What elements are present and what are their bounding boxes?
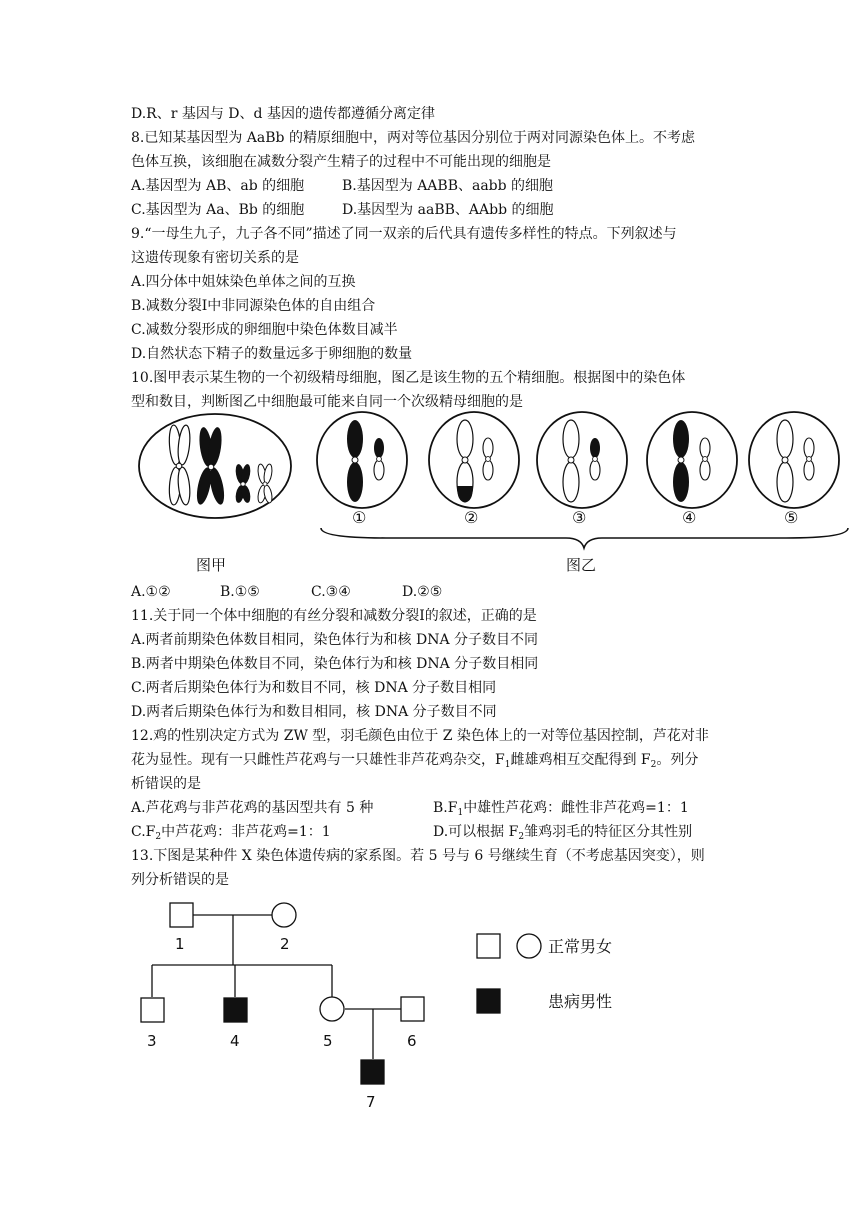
q10-option-c: C.③④ bbox=[311, 584, 351, 600]
q8-option-c: C.基因型为 Aa、Bb 的细胞 bbox=[131, 202, 305, 218]
q13-stem-line2: 列分析错误的是 bbox=[131, 872, 229, 888]
fig-jia-label: 图甲 bbox=[196, 556, 227, 574]
subscript-2: 2 bbox=[650, 760, 657, 770]
fig-yi-cell-1 bbox=[317, 412, 407, 508]
q8-option-d: D.基因型为 aaBB、AAbb 的细胞 bbox=[342, 202, 554, 218]
q8-stem-line1: 8.已知某基因型为 AaBb 的精原细胞中，两对等位基因分别位于两对同源染色体上。不考虑 bbox=[131, 130, 695, 146]
legend-affected-male-symbol bbox=[477, 989, 500, 1013]
q11-option-a: A.两者前期染色体数目相同，染色体行为和核 DNA 分子数目不同 bbox=[131, 632, 539, 648]
legend-affected-label: 患病男性 bbox=[548, 992, 613, 1011]
q10-option-b: B.①⑤ bbox=[220, 584, 260, 600]
q12-option-b-post: 中雄性芦花鸡：雌性非芦花鸡=1：1 bbox=[463, 800, 689, 816]
q12-option-d bbox=[433, 824, 692, 845]
q8-option-b: B.基因型为 AABB、aabb 的细胞 bbox=[342, 178, 554, 194]
subscript-2: 2 bbox=[155, 832, 162, 842]
legend-normal-label: 正常男女 bbox=[548, 937, 613, 956]
q9-option-a: A.四分体中姐妹染色单体之间的互换 bbox=[131, 274, 356, 290]
q12-option-d-pre: D.可以根据 F bbox=[433, 824, 519, 840]
pedigree-id-2: 2 bbox=[280, 935, 290, 953]
q12-stem-line3: 析错误的是 bbox=[131, 776, 201, 792]
pedigree-id-4: 4 bbox=[230, 1032, 240, 1050]
q10-option-a: A.①② bbox=[131, 584, 171, 600]
q12-stem-line2-part3: 。列分 bbox=[656, 752, 699, 768]
q12-option-c bbox=[131, 824, 331, 845]
fig-yi-cell-3 bbox=[537, 412, 627, 508]
q12-stem-line2 bbox=[131, 752, 698, 773]
q11-option-c: C.两者后期染色体行为和数目不同，核 DNA 分子数目相同 bbox=[131, 680, 497, 696]
fig-yi-cell-label-5: ⑤ bbox=[784, 508, 799, 527]
q10-chromosome-figure bbox=[126, 410, 856, 580]
q11-option-d: D.两者后期染色体行为和数目相同，核 DNA 分子数目不同 bbox=[131, 704, 497, 720]
fig-yi-label: 图乙 bbox=[566, 556, 597, 574]
fig-yi-cell-2 bbox=[429, 412, 519, 508]
legend-normal-female-symbol bbox=[517, 934, 541, 958]
q9-stem-line1: 9.“一母生九子，九子各不同”描述了同一双亲的后代具有遗传多样性的特点。下列叙述与 bbox=[131, 226, 677, 242]
fig-yi-brace bbox=[321, 528, 848, 548]
subscript-1: 1 bbox=[457, 808, 464, 818]
q12-option-c-post: 中芦花鸡：非芦花鸡=1：1 bbox=[161, 824, 331, 840]
q12-option-b bbox=[433, 800, 689, 821]
q10-stem-line2: 型和数目，判断图乙中细胞最可能来自同一个次级精母细胞的是 bbox=[131, 394, 523, 410]
fig-yi-cell-4 bbox=[647, 412, 737, 508]
fig-yi-cell-5 bbox=[749, 412, 839, 508]
legend-normal-male-symbol bbox=[477, 934, 500, 958]
pedigree-id-6: 6 bbox=[407, 1032, 417, 1050]
q9-option-d: D.自然状态下精子的数量远多于卵细胞的数量 bbox=[131, 346, 413, 362]
pedigree-individual-7 bbox=[361, 1060, 384, 1084]
q13-stem-line1: 13.下图是某种件 X 染色体遗传病的家系图。若 5 号与 6 号继续生育（不考虑基因突变），则 bbox=[131, 848, 705, 864]
pedigree-individual-4 bbox=[224, 998, 247, 1022]
q10-option-d: D.②⑤ bbox=[402, 584, 443, 600]
q12-stem-line2-part1: 花为显性。现有一只雌性芦花鸡与一只雄性非芦花鸡杂交，F bbox=[131, 752, 505, 768]
q12-stem-line2-part2: 雌雄鸡相互交配得到 F bbox=[510, 752, 651, 768]
q8-stem-line2: 色体互换，该细胞在减数分裂产生精子的过程中不可能出现的细胞是 bbox=[131, 154, 551, 170]
q12-option-d-post: 雏鸡羽毛的特征区分其性别 bbox=[524, 824, 693, 840]
q12-option-a: A.芦花鸡与非芦花鸡的基因型共有 5 种 bbox=[131, 800, 374, 816]
q11-stem: 11.关于同一个体中细胞的有丝分裂和减数分裂Ⅰ的叙述，正确的是 bbox=[131, 608, 537, 624]
q9-stem-line2: 这遗传现象有密切关系的是 bbox=[131, 250, 299, 266]
fig-yi-cell-label-2: ② bbox=[464, 508, 479, 527]
q8-option-a: A.基因型为 AB、ab 的细胞 bbox=[131, 178, 305, 194]
q12-stem-line1: 12.鸡的性别决定方式为 ZW 型，羽毛颜色由位于 Z 染色体上的一对等位基因控制，芦花对非 bbox=[131, 728, 709, 744]
q12-option-b-pre: B.F bbox=[433, 800, 458, 816]
pedigree-individual-3 bbox=[141, 998, 164, 1022]
pedigree-individual-2 bbox=[272, 903, 296, 927]
subscript-1: 1 bbox=[504, 760, 511, 770]
q11-option-b: B.两者中期染色体数目不同，染色体行为和核 DNA 分子数目相同 bbox=[131, 656, 539, 672]
fig-yi-cell-label-3: ③ bbox=[572, 508, 587, 527]
q10-stem-line1: 10.图甲表示某生物的一个初级精母细胞，图乙是该生物的五个精细胞。根据图中的染色体 bbox=[131, 370, 686, 386]
pedigree-id-7: 7 bbox=[366, 1093, 376, 1111]
q7-option-d: D.R、r 基因与 D、d 基因的遗传都遵循分离定律 bbox=[131, 106, 435, 122]
q9-option-b: B.减数分裂Ⅰ中非同源染色体的自由组合 bbox=[131, 298, 376, 314]
pedigree-individual-5 bbox=[320, 997, 344, 1021]
subscript-2: 2 bbox=[518, 832, 525, 842]
pedigree-id-5: 5 bbox=[323, 1032, 333, 1050]
fig-yi-cell-label-4: ④ bbox=[682, 508, 697, 527]
pedigree-individual-1 bbox=[170, 903, 193, 927]
q13-pedigree bbox=[130, 895, 670, 1115]
pedigree-individual-6 bbox=[401, 997, 424, 1021]
pedigree-id-3: 3 bbox=[147, 1032, 157, 1050]
fig-jia-cell bbox=[139, 414, 291, 518]
fig-yi-cell-label-1: ① bbox=[352, 508, 367, 527]
q9-option-c: C.减数分裂形成的卵细胞中染色体数目减半 bbox=[131, 322, 398, 338]
pedigree-id-1: 1 bbox=[175, 935, 185, 953]
q12-option-c-pre: C.F bbox=[131, 824, 156, 840]
